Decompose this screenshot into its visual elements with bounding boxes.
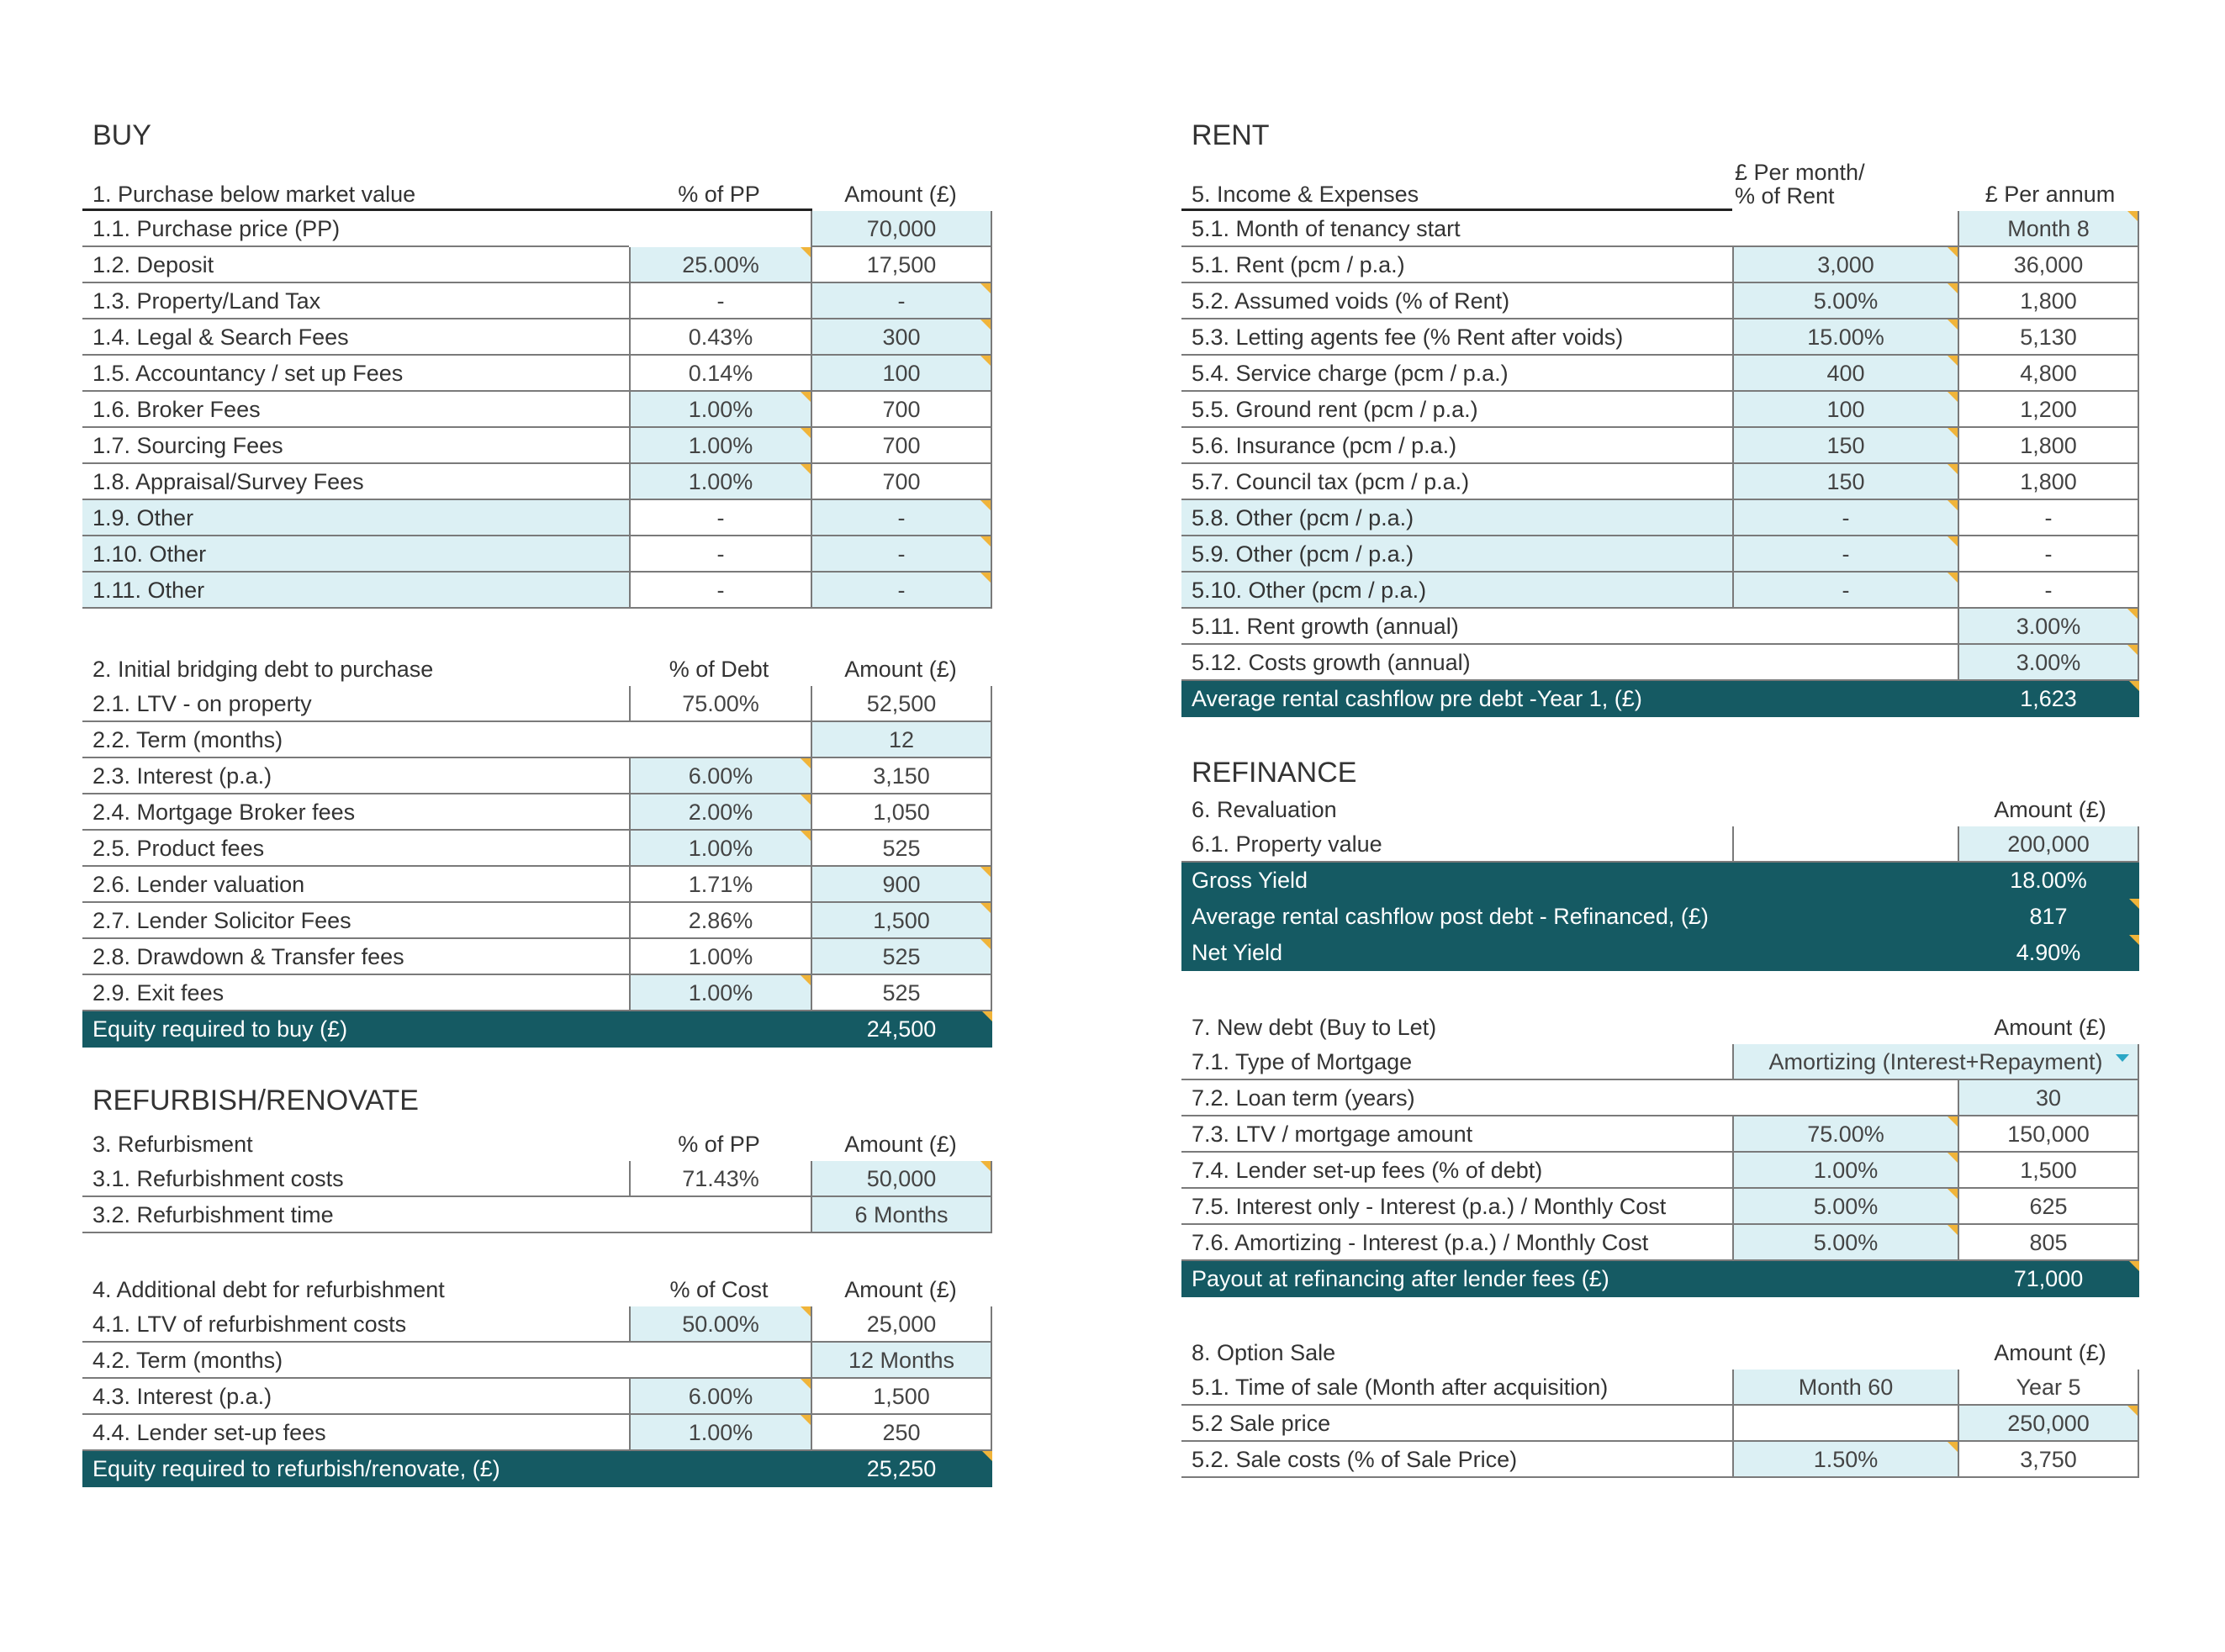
table-row [82, 1379, 999, 1415]
table-row [82, 975, 999, 1011]
table-row [82, 1306, 999, 1343]
section8-header [1181, 1333, 2148, 1370]
total-label: Gross Yield [1181, 863, 1958, 899]
row-label: 7.2. Loan term (years) [1181, 1080, 1958, 1116]
total-label: Average rental cashflow pre debt -Year 1, (£) [1181, 681, 1958, 717]
table-row [82, 831, 999, 867]
row-amount: 250 [811, 1415, 992, 1451]
table-row [82, 1415, 999, 1451]
table-row [1181, 609, 2148, 645]
table-row [82, 867, 999, 903]
total-amount: 25,250 [811, 1451, 992, 1487]
sale-costs-input[interactable]: 1.50% [1732, 1442, 1958, 1478]
table-row [1181, 247, 2148, 283]
total-row [82, 1451, 999, 1487]
section1-title: 1. Purchase below market value [92, 182, 416, 207]
row-pct: - [629, 536, 811, 573]
buy-heading: BUY [92, 119, 151, 151]
table-row [82, 283, 999, 319]
row-label: 5.2 Sale price [1181, 1406, 1732, 1442]
row-pct: 2.86% [629, 903, 811, 939]
row-amount: Year 5 [1958, 1370, 2139, 1406]
table-row [1181, 1116, 2148, 1153]
total-amount: 24,500 [811, 1011, 992, 1048]
table-row [82, 686, 999, 722]
dropdown-arrow-icon[interactable] [2116, 1054, 2129, 1062]
other-label-input[interactable]: 1.9. Other [82, 500, 629, 536]
section2-title: 2. Initial bridging debt to purchase [92, 657, 434, 682]
section4-header [82, 1268, 999, 1306]
section6-header [1181, 790, 2148, 826]
table-row [1181, 1189, 2148, 1225]
accountancy-fees-input[interactable]: 100 [811, 356, 992, 392]
row-amount: 525 [811, 975, 992, 1011]
table-row [1181, 392, 2148, 428]
row-label: 2.1. LTV - on property [82, 686, 629, 722]
section5-col-pm [1735, 161, 1865, 208]
row-label: 2.3. Interest (p.a.) [82, 758, 629, 794]
refurb-ltv-input[interactable]: 50.00% [629, 1306, 811, 1343]
lender-solicitor-input[interactable]: 1,500 [811, 903, 992, 939]
refurb-interest-input[interactable]: 6.00% [629, 1379, 811, 1415]
ltv-input[interactable]: 75.00% [1732, 1116, 1958, 1153]
property-value-input[interactable]: 200,000 [1958, 826, 2139, 863]
refurb-time-input[interactable]: 6 Months [811, 1197, 992, 1233]
other-amount-input[interactable]: - [811, 536, 992, 573]
rent-heading: RENT [1192, 119, 1270, 151]
interest-only-rate-input[interactable]: 5.00% [1732, 1189, 1958, 1225]
drawdown-fees-input[interactable]: 525 [811, 939, 992, 975]
other-label-input[interactable]: 1.10. Other [82, 536, 629, 573]
row-pct: 71.43% [629, 1161, 811, 1197]
table-row [1181, 573, 2148, 609]
row-amount: 1,800 [1958, 428, 2139, 464]
refinance-heading: REFINANCE [1192, 757, 1357, 789]
table-row [1181, 428, 2148, 464]
section7-col-amount: Amount (£) [1994, 1015, 2106, 1040]
row-amount: 36,000 [1958, 247, 2139, 283]
row-pct: - [629, 573, 811, 609]
table-row [1181, 283, 2148, 319]
table-row [82, 500, 999, 536]
row-label: 5.2. Sale costs (% of Sale Price) [1181, 1442, 1732, 1478]
table-row [82, 319, 999, 356]
row-label: 1.7. Sourcing Fees [82, 428, 629, 464]
row-label: 1.5. Accountancy / set up Fees [82, 356, 629, 392]
row-amount: 4,800 [1958, 356, 2139, 392]
table-row [1181, 1370, 2148, 1406]
row-label: 6.1. Property value [1181, 826, 1732, 863]
section2-col-amount: Amount (£) [844, 657, 957, 682]
costs-growth-input[interactable]: 3.00% [1958, 645, 2139, 681]
letting-fee-input[interactable]: 15.00% [1732, 319, 1958, 356]
row-label: 7.5. Interest only - Interest (p.a.) / Monthly Cost [1181, 1189, 1732, 1225]
row-pct: - [629, 500, 811, 536]
table-row [82, 573, 999, 609]
row-label: 2.4. Mortgage Broker fees [82, 794, 629, 831]
row-label: 2.5. Product fees [82, 831, 629, 867]
row-label: 5.1. Time of sale (Month after acquisition) [1181, 1370, 1732, 1406]
row-label: 1.1. Purchase price (PP) [82, 211, 629, 247]
row-amount: - [1958, 573, 2139, 609]
purchase-price-input[interactable]: 70,000 [811, 211, 992, 247]
table-row [1181, 1044, 2148, 1080]
row-amount: 805 [1958, 1225, 2139, 1261]
total-label: Average rental cashflow post debt - Refinanced, (£) [1181, 899, 1958, 935]
row-label: 1.8. Appraisal/Survey Fees [82, 464, 629, 500]
total-row [1181, 863, 2148, 899]
row-label: 7.4. Lender set-up fees (% of debt) [1181, 1153, 1732, 1189]
refurb-term-input[interactable]: 12 Months [811, 1343, 992, 1379]
total-label: Payout at refinancing after lender fees (£) [1181, 1261, 1958, 1297]
row-label: 5.6. Insurance (pcm / p.a.) [1181, 428, 1732, 464]
table-row [1181, 1442, 2148, 1478]
table-row [1181, 536, 2148, 573]
row-label: 5.1. Rent (pcm / p.a.) [1181, 247, 1732, 283]
section6-title: 6. Revaluation [1192, 797, 1337, 822]
table-row [82, 247, 999, 283]
section7-title: 7. New debt (Buy to Let) [1192, 1015, 1437, 1040]
other-pm-input[interactable]: - [1732, 573, 1958, 609]
ground-rent-input[interactable]: 100 [1732, 392, 1958, 428]
row-amount: 3,750 [1958, 1442, 2139, 1478]
bridging-term-input[interactable]: 12 [811, 722, 992, 758]
other-label-input[interactable]: 5.10. Other (pcm / p.a.) [1181, 573, 1732, 609]
table-row [1181, 211, 2148, 247]
row-amount: 1,800 [1958, 283, 2139, 319]
row-amount: 1,800 [1958, 464, 2139, 500]
row-amount: 5,130 [1958, 319, 2139, 356]
table-row [82, 939, 999, 975]
row-amount: - [1958, 500, 2139, 536]
insurance-input[interactable]: 150 [1732, 428, 1958, 464]
row-amount: 1,500 [811, 1379, 992, 1415]
row-label: 4.3. Interest (p.a.) [82, 1379, 629, 1415]
deposit-pct-input[interactable]: 25.00% [629, 247, 811, 283]
row-amount: 1,200 [1958, 392, 2139, 428]
other-pm-input[interactable]: - [1732, 500, 1958, 536]
mortgage-broker-fees-input[interactable]: 2.00% [629, 794, 811, 831]
total-row [1181, 899, 2148, 935]
row-label: 2.6. Lender valuation [82, 867, 629, 903]
section3-col-amount: Amount (£) [844, 1132, 957, 1157]
total-row [82, 1011, 999, 1048]
row-label: 3.1. Refurbishment costs [82, 1161, 629, 1197]
row-pct: 0.43% [629, 319, 811, 356]
section8-title: 8. Option Sale [1192, 1340, 1336, 1365]
table-row [1181, 645, 2148, 681]
row-label: 7.6. Amortizing - Interest (p.a.) / Monthly Cost [1181, 1225, 1732, 1261]
row-label: 5.5. Ground rent (pcm / p.a.) [1181, 392, 1732, 428]
broker-fees-pct-input[interactable]: 1.00% [629, 392, 811, 428]
row-amount: 1,050 [811, 794, 992, 831]
row-label: 5.1. Month of tenancy start [1181, 211, 1958, 247]
lender-setup-fee-input[interactable]: 1.00% [1732, 1153, 1958, 1189]
table-row [1181, 500, 2148, 536]
row-amount: 700 [811, 392, 992, 428]
row-label: 1.4. Legal & Search Fees [82, 319, 629, 356]
other-label-input[interactable]: 1.11. Other [82, 573, 629, 609]
other-pm-input[interactable]: - [1732, 536, 1958, 573]
row-label: 7.1. Type of Mortgage [1181, 1044, 1732, 1080]
total-row [1181, 1261, 2148, 1297]
section1-col-amount: Amount (£) [844, 182, 957, 207]
section4-title: 4. Additional debt for refurbishment [92, 1277, 445, 1302]
table-row [82, 356, 999, 392]
row-pct: 1.00% [629, 939, 811, 975]
time-of-sale-input[interactable]: Month 60 [1732, 1370, 1958, 1406]
row-label: 2.2. Term (months) [82, 722, 811, 758]
row-label: 4.2. Term (months) [82, 1343, 811, 1379]
table-row [1181, 464, 2148, 500]
table-row [82, 536, 999, 573]
section1-col-pct: % of PP [678, 182, 760, 207]
table-row [1181, 1080, 2148, 1116]
row-amount: - [1958, 536, 2139, 573]
table-row [82, 392, 999, 428]
section7-header [1181, 1007, 2148, 1044]
table-row [82, 211, 999, 247]
row-label: 5.7. Council tax (pcm / p.a.) [1181, 464, 1732, 500]
row-amount: 3,150 [811, 758, 992, 794]
table-row [82, 1343, 999, 1379]
row-amount: 25,000 [811, 1306, 992, 1343]
section4-col-amount: Amount (£) [844, 1277, 957, 1302]
row-label: 4.1. LTV of refurbishment costs [82, 1306, 629, 1343]
row-pct: 1.71% [629, 867, 811, 903]
section5-header [1181, 151, 2148, 211]
col-pm-line1: £ Per month/ [1735, 160, 1865, 185]
voids-input[interactable]: 5.00% [1732, 283, 1958, 319]
net-yield-value: 4.90% [1958, 935, 2139, 971]
row-pct: 75.00% [629, 686, 811, 722]
sourcing-fees-pct-input[interactable]: 1.00% [629, 428, 811, 464]
table-row [1181, 826, 2148, 863]
gross-yield-value: 18.00% [1958, 863, 2139, 899]
row-label: 2.9. Exit fees [82, 975, 629, 1011]
total-label: Equity required to buy (£) [82, 1011, 811, 1048]
row-label: 5.12. Costs growth (annual) [1181, 645, 1958, 681]
table-row [82, 464, 999, 500]
col-pm-line2: % of Rent [1735, 183, 1835, 208]
section2-col-pct: % of Debt [669, 657, 769, 682]
total-label: Equity required to refurbish/renovate, (£) [82, 1451, 811, 1487]
council-tax-input[interactable]: 150 [1732, 464, 1958, 500]
row-amount: 150,000 [1958, 1116, 2139, 1153]
table-row [82, 794, 999, 831]
row-label: 2.7. Lender Solicitor Fees [82, 903, 629, 939]
row-amount: 52,500 [811, 686, 992, 722]
row-label: 1.3. Property/Land Tax [82, 283, 629, 319]
section5-col-pa: £ Per annum [1985, 182, 2116, 207]
row-label: 2.8. Drawdown & Transfer fees [82, 939, 629, 975]
table-row [1181, 1153, 2148, 1189]
table-row [82, 722, 999, 758]
row-label: 7.3. LTV / mortgage amount [1181, 1116, 1732, 1153]
table-row [82, 758, 999, 794]
total-row [1181, 681, 2148, 717]
row-label: 5.2. Assumed voids (% of Rent) [1181, 283, 1732, 319]
table-row [82, 903, 999, 939]
section3-header [82, 1122, 999, 1161]
row-label: 5.11. Rent growth (annual) [1181, 609, 1958, 645]
row-label: 4.4. Lender set-up fees [82, 1415, 629, 1451]
row-amount: 625 [1958, 1189, 2139, 1225]
table-row [1181, 1225, 2148, 1261]
sale-price-input[interactable]: 250,000 [1958, 1406, 2139, 1442]
bridging-interest-input[interactable]: 6.00% [629, 758, 811, 794]
mortgage-type-value: Amortizing (Interest+Repayment) [1768, 1049, 2103, 1074]
section4-col-pct: % of Cost [669, 1277, 769, 1302]
rent-growth-input[interactable]: 3.00% [1958, 609, 2139, 645]
section6-col-amount: Amount (£) [1994, 797, 2106, 822]
section3-col-pct: % of PP [678, 1132, 760, 1157]
product-fees-input[interactable]: 1.00% [629, 831, 811, 867]
row-amount: 1,500 [1958, 1153, 2139, 1189]
other-label-input[interactable]: 5.8. Other (pcm / p.a.) [1181, 500, 1732, 536]
appraisal-fees-pct-input[interactable]: 1.00% [629, 464, 811, 500]
total-row [1181, 935, 2148, 971]
table-row [82, 428, 999, 464]
section8-col-amount: Amount (£) [1994, 1340, 2106, 1365]
total-label: Net Yield [1181, 935, 1958, 971]
service-charge-input[interactable]: 400 [1732, 356, 1958, 392]
row-amount: 700 [811, 428, 992, 464]
row-label: 3.2. Refurbishment time [82, 1197, 811, 1233]
refurb-costs-input[interactable]: 50,000 [811, 1161, 992, 1197]
lender-valuation-input[interactable]: 900 [811, 867, 992, 903]
table-row [1181, 356, 2148, 392]
land-tax-input[interactable]: - [811, 283, 992, 319]
table-row [82, 1161, 999, 1197]
row-amount: 17,500 [811, 247, 992, 283]
other-label-input[interactable]: 5.9. Other (pcm / p.a.) [1181, 536, 1732, 573]
tenancy-start-input[interactable]: Month 8 [1958, 211, 2139, 247]
loan-term-input[interactable]: 30 [1958, 1080, 2139, 1116]
row-amount: 525 [811, 831, 992, 867]
section5-title: 5. Income & Expenses [1192, 182, 1419, 207]
total-amount: 1,623 [1958, 681, 2139, 717]
mortgage-type-select[interactable] [1732, 1044, 2139, 1080]
row-pm [1732, 1406, 1958, 1442]
amortizing-rate-input[interactable]: 5.00% [1732, 1225, 1958, 1261]
row-pm [1732, 826, 1958, 863]
section2-header [82, 647, 999, 686]
section1-header [82, 172, 999, 211]
rent-input[interactable]: 3,000 [1732, 247, 1958, 283]
row-pct: - [629, 283, 811, 319]
cashflow-post-debt-value: 817 [1958, 899, 2139, 935]
exit-fees-input[interactable]: 1.00% [629, 975, 811, 1011]
total-amount: 71,000 [1958, 1261, 2139, 1297]
table-row [1181, 1406, 2148, 1442]
refurb-heading: REFURBISH/RENOVATE [92, 1085, 419, 1116]
row-amount: 700 [811, 464, 992, 500]
other-amount-input[interactable]: - [811, 500, 992, 536]
row-label: 5.4. Service charge (pcm / p.a.) [1181, 356, 1732, 392]
section3-title: 3. Refurbisment [92, 1132, 253, 1157]
other-amount-input[interactable]: - [811, 573, 992, 609]
table-row [82, 1197, 999, 1233]
row-label: 1.6. Broker Fees [82, 392, 629, 428]
row-label: 5.3. Letting agents fee (% Rent after voids) [1181, 319, 1732, 356]
legal-fees-input[interactable]: 300 [811, 319, 992, 356]
row-pct: 0.14% [629, 356, 811, 392]
refurb-setup-fees-input[interactable]: 1.00% [629, 1415, 811, 1451]
table-row [1181, 319, 2148, 356]
row-label: 1.2. Deposit [82, 247, 629, 283]
